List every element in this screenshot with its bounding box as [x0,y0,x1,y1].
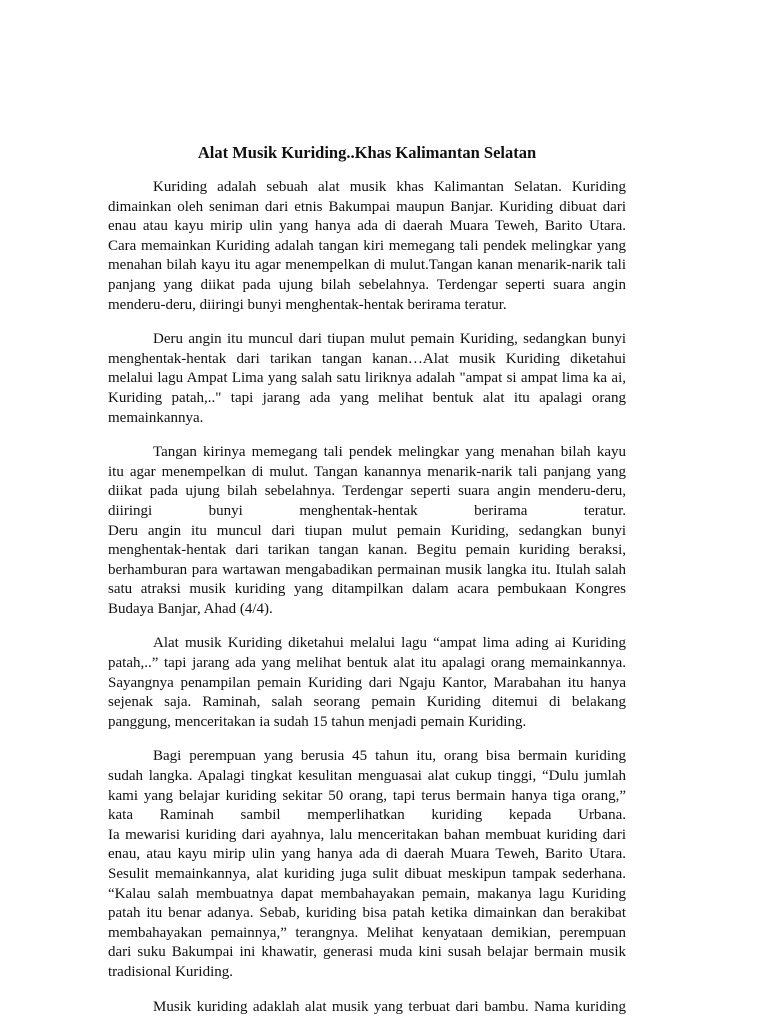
paragraph-line: Deru angin itu muncul dari tiupan mulut pemain Kuriding, sedangkan bunyi [108,522,626,539]
paragraph-line: melalui lagu Ampat Lima yang salah satu liriknya adalah "ampat si ampat lima ka ai, [108,370,626,387]
paragraph-line: menghentak-hentak dari tarikan tangan kanan…Alat musik Kuriding diketahui [108,350,626,367]
paragraph-line: Tangan kirinya memegang tali pendek melingkar yang menahan bilah kayu [153,444,626,461]
paragraph-line: dimainkan oleh seniman dari etnis Bakumpai maupun Banjar. Kuriding dibuat dari [108,198,626,215]
paragraph-line: menderu-deru, diiringi bunyi menghentak-hentak berirama teratur. [108,296,507,313]
paragraph-line: dari suku Bakumpai ini khawatir, generasi muda kini susah belajar bermain musik [108,944,626,961]
paragraph-line: tradisional Kuriding. [108,963,233,980]
paragraph-line: menghentak-hentak dari tarikan tangan kanan. Begitu pemain kuriding beraksi, [108,542,626,559]
paragraph-line: sudah langka. Apalagi tingkat kesulitan menguasai alat cukup tinggi, “Dulu jumlah [108,768,626,785]
paragraph-line: berhamburan para wartawan mengabadikan permainan musik langka itu. Itulah salah [108,561,626,578]
paragraph-line: enau atau kayu mirip ulin yang hanya ada di daerah Muara Teweh, Barito Utara. [108,218,626,235]
paragraph-line: menahan bilah kayu itu agar menempelkan di mulut.Tangan kanan menarik-narik tali [108,257,626,274]
paragraph-4 [108,634,626,732]
paragraph-line: Musik kuriding adaklah alat musik yang terbuat dari bambu. Nama kuriding [153,998,626,1015]
paragraph-3 [108,443,626,619]
paragraph-line: itu agar menempelkan di mulut. Tangan kanannya menarik-narik tali panjang yang [108,463,626,480]
paragraph-line: Kuriding patah,.." tapi jarang ada yang melihat bentuk alat itu apalagi orang [108,389,626,406]
paragraph-line: diiringi bunyi menghentak-hentak berirama teratur. [108,502,626,519]
paragraph-line: enau, atau kayu mirip ulin yang hanya ada di daerah Muara Teweh, Barito Utara. [108,846,626,863]
paragraph-2 [108,330,626,428]
paragraph-line: “Kalau salah membuatnya dapat membahayakan pemain, makanya lagu Kuriding [108,885,626,902]
paragraph-line: Alat musik Kuriding diketahui melalui lagu “ampat lima ading ai Kuriding [153,635,626,652]
paragraph-line: Cara memainkan Kuriding adalah tangan kiri memegang tali pendek melingkar yang [108,237,626,254]
document-body [108,178,626,1024]
paragraph-1 [108,178,626,315]
paragraph-line: Ia mewarisi kuriding dari ayahnya, lalu menceritakan bahan membuat kuriding dari [108,826,626,843]
paragraph-line: membahayakan pemainnya,” terangnya. Melihat kenyataan demikian, perempuan [108,924,626,941]
paragraph-line: patah itu benar adanya. Sebab, kuriding bisa patah ketika dimainkan dan berakibat [108,905,626,922]
paragraph-line: diikat pada ujung bilah sebelahnya. Terdengar seperti suara angin menderu-deru, [108,483,626,500]
paragraph-line: memainkannya. [108,409,204,426]
paragraph-line: Kuriding adalah sebuah alat musik khas Kalimantan Selatan. Kuriding [153,179,626,195]
document-title: Alat Musik Kuriding..Khas Kalimantan Selatan [197,143,537,162]
paragraph-line: Bagi perempuan yang berusia 45 tahun itu, orang bisa bermain kuriding [153,748,626,765]
paragraph-line: patah,..” tapi jarang ada yang melihat bentuk alat itu apalagi orang memainkannya. [108,655,626,672]
paragraph-line: sejenak saja. Raminah, salah seorang pemain Kuriding ditemui di belakang [108,694,626,711]
paragraph-line: kami yang belajar kuriding sekitar 50 orang, tapi terus bermain hanya tiga orang,” [108,787,626,804]
paragraph-line: Sesulit memainkannya, alat kuriding juga sulit dibuat meskipun tampak sederhana. [108,866,626,882]
paragraph-line: Sayangnya penampilan pemain Kuriding dari Ngaju Kantor, Marabahan itu hanya [108,674,626,691]
paragraph-line: kata Raminah sambil memperlihatkan kuriding kepada Urbana. [108,807,626,824]
paragraph-5 [108,747,626,982]
paragraph-line: Deru angin itu muncul dari tiupan mulut pemain Kuriding, sedangkan bunyi [153,331,626,348]
paragraph-line: Budaya Banjar, Ahad (4/4). [108,600,273,617]
paragraph-6 [108,998,626,1018]
paragraph-line: panjang yang diikat pada ujung bilah sebelahnya. Terdengar seperti suara angin [108,276,626,293]
paragraph-line: satu atraksi musik kuriding yang ditampilkan dalam acara pembukaan Kongres [108,581,626,598]
paragraph-line: panggung, menceritakan ia sudah 15 tahun menjadi pemain Kuriding. [108,713,527,730]
